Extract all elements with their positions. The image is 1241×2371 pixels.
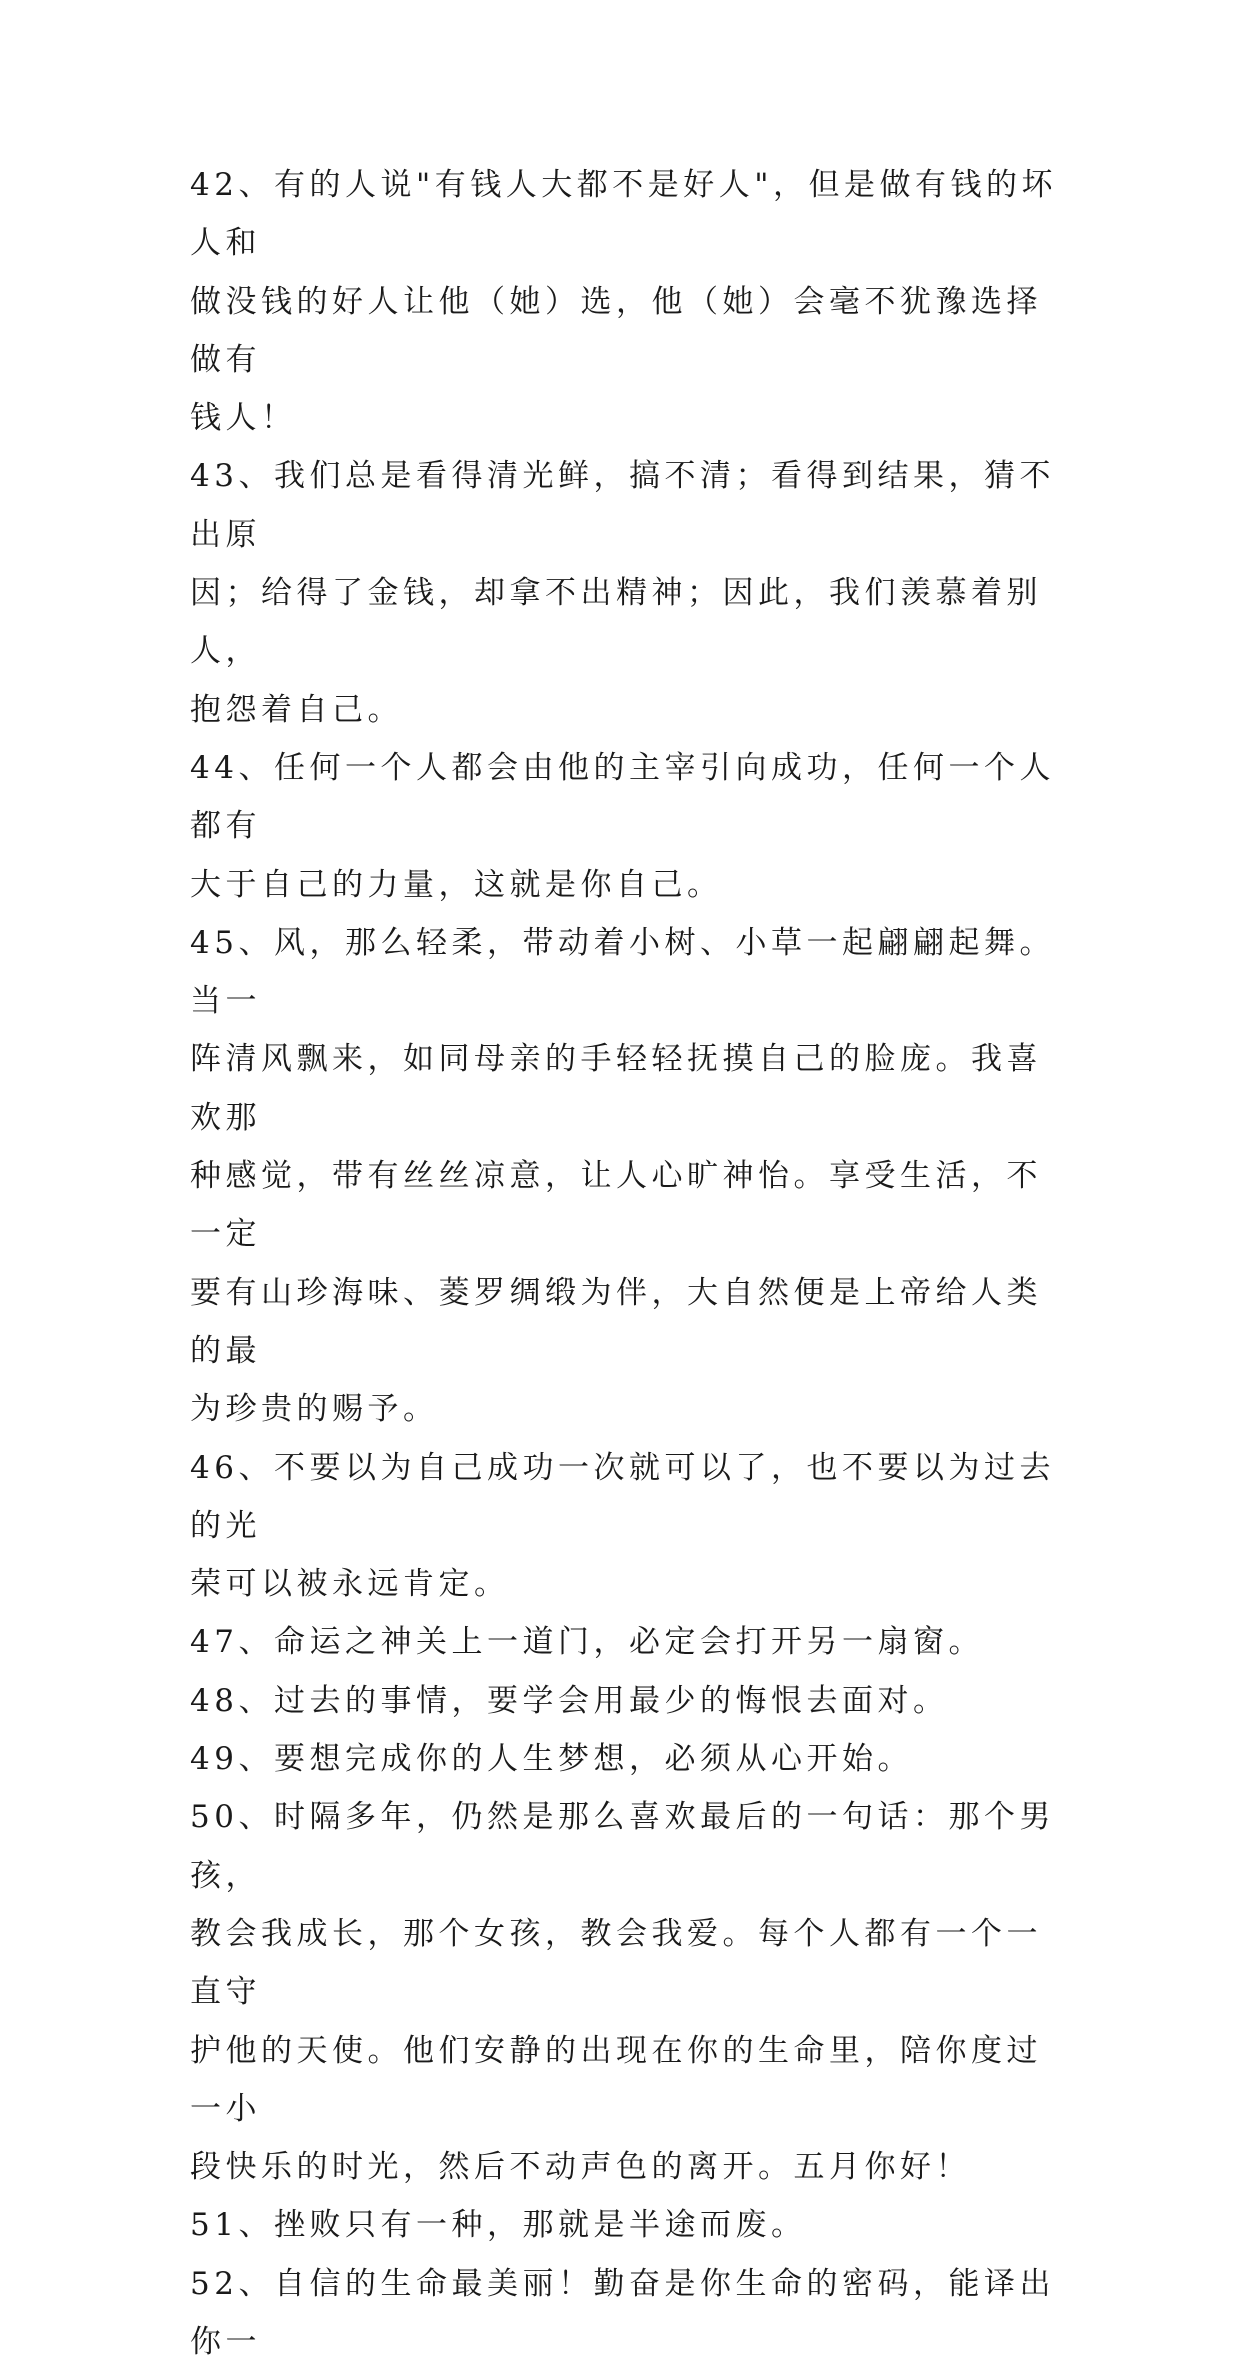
- text-line: 52、自信的生命最美丽！勤奋是你生命的密码，能译出你一: [190, 2265, 1055, 2360]
- text-line: 做没钱的好人让他（她）选，他（她）会毫不犹豫选择做有: [190, 283, 1042, 378]
- paragraph: [190, 1730, 1070, 1788]
- text-line: 要有山珍海味、菱罗绸缎为伴，大自然便是上帝给人类的最: [190, 1274, 1042, 1369]
- text-line: 42、有的人说"有钱人大都不是好人"，但是做有钱的坏人和: [190, 167, 1057, 262]
- text-line: 45、风，那么轻柔，带动着小树、小草一起翩翩起舞。当一: [190, 924, 1055, 1020]
- paragraph: [190, 1788, 1070, 2196]
- text-line: 47、命运之神关上一道门，必定会打开另一扇窗。: [190, 1624, 984, 1661]
- text-line: 抱怨着自己。: [190, 691, 403, 728]
- paragraph: [190, 1672, 1070, 1730]
- text-line: 阵清风飘来，如同母亲的手轻轻抚摸自己的脸庞。我喜欢那: [190, 1041, 1042, 1136]
- text-line: 50、时隔多年，仍然是那么喜欢最后的一句话：那个男孩，: [190, 1799, 1055, 1894]
- text-line: 48、过去的事情，要学会用最少的悔恨去面对。: [190, 1682, 949, 1719]
- text-line: 46、不要以为自己成功一次就可以了，也不要以为过去的光: [190, 1449, 1055, 1544]
- text-line: 荣可以被永远肯定。: [190, 1566, 510, 1603]
- text-line: 43、我们总是看得清光鲜，搞不清；看得到结果，猜不出原: [190, 458, 1055, 553]
- paragraph: [190, 2255, 1070, 2371]
- text-line: 段快乐的时光，然后不动声色的离开。五月你好！: [190, 2149, 971, 2186]
- paragraph: [190, 2196, 1070, 2254]
- text-line: 大于自己的力量，这就是你自己。: [190, 866, 723, 903]
- text-line: 种感觉，带有丝丝凉意，让人心旷神怡。享受生活，不一定: [190, 1158, 1042, 1253]
- document-body: [190, 156, 1070, 2371]
- paragraph: [190, 739, 1070, 914]
- text-line: 教会我成长，那个女孩，教会我爱。每个人都有一个一直守: [190, 1915, 1042, 2011]
- text-line: 护他的天使。他们安静的出现在你的生命里，陪你度过一小: [190, 2032, 1042, 2127]
- text-line: 51、挫败只有一种，那就是半途而废。: [190, 2207, 807, 2244]
- text-line: 49、要想完成你的人生梦想，必须从心开始。: [190, 1741, 913, 1778]
- text-line: 为珍贵的赐予。: [190, 1391, 439, 1428]
- paragraph: [190, 156, 1070, 447]
- text-line: 钱人！: [190, 400, 297, 437]
- paragraph: [190, 1439, 1070, 1614]
- text-line: 因；给得了金钱，却拿不出精神；因此，我们羡慕着别人，: [190, 575, 1042, 670]
- text-line: 44、任何一个人都会由他的主宰引向成功，任何一个人都有: [190, 749, 1055, 845]
- paragraph: [190, 914, 1070, 1439]
- paragraph: [190, 1613, 1070, 1671]
- paragraph: [190, 447, 1070, 738]
